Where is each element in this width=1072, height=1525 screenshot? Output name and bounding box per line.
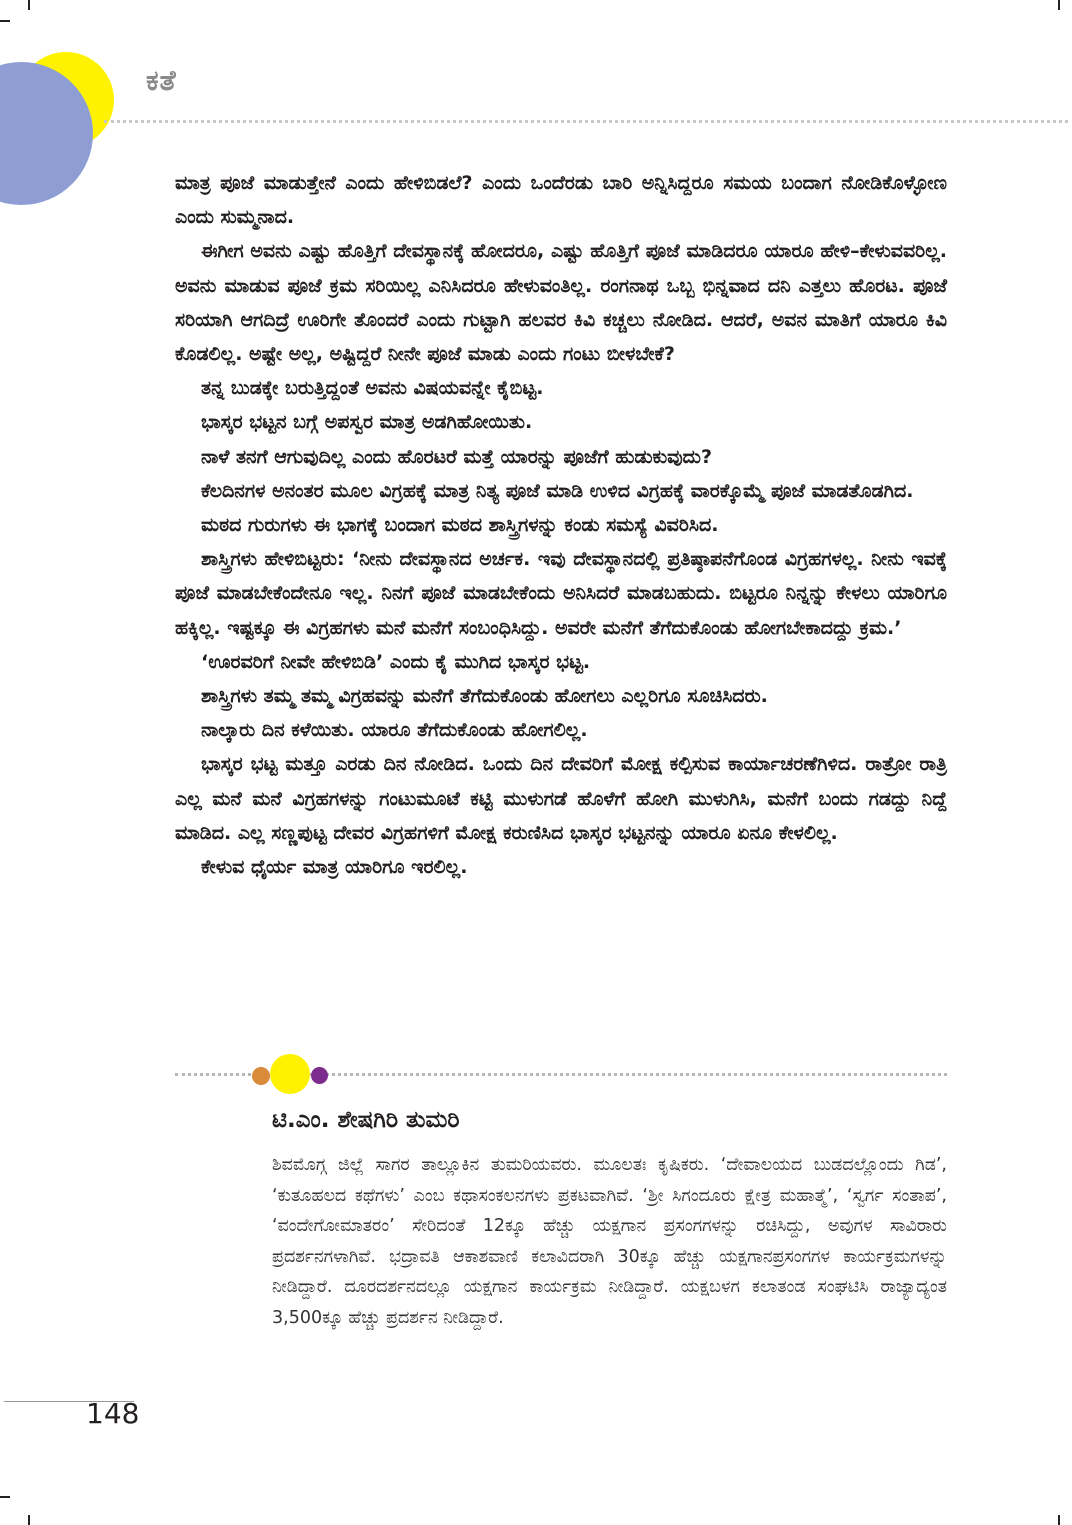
story-paragraph: ಕೆಲದಿನಗಳ ಅನಂತರ ಮೂಲ ವಿಗ್ರಹಕ್ಕೆ ಮಾತ್ರ ನಿತ್ಯ ಪೂಜೆ ಮಾಡಿ ಉಳಿದ ವಿಗ್ರಹಕ್ಕೆ ವಾರಕ್ಕೊಮ್ಮೆ ಪೂಜೆ ಮಾಡತೊಡಗಿದ. <box>201 479 914 502</box>
separator-purple-dot <box>311 1067 328 1084</box>
crop-mark <box>0 1496 10 1498</box>
story-paragraph: ತನ್ನ ಬುಡಕ್ಕೇ ಬರುತ್ತಿದ್ದಂತೆ ಅವನು ವಿಷಯವನ್ನೇ ಕೈಬಿಟ್ಟ. <box>201 377 544 400</box>
author-bio: ಶಿವಮೊಗ್ಗ ಜಿಲ್ಲೆ ಸಾಗರ ತಾಲ್ಲೂಕಿನ ತುಮರಿಯವರು. ಮೂಲತಃ ಕೃಷಿಕರು. ‘ದೇವಾಲಯದ ಬುಡದಲ್ಲೊಂದು ಗಿಡ’, ‘ಕುತೂಹಲದ ಕಥೆಗಳು’ ಎಂಬ ಕಥಾಸಂಕಲನಗಳು ಪ್ರಕಟವಾಗಿವೆ. ‘ಶ್ರೀ ಸಿಗಂದೂರು ಕ್ಷೇತ್ರ ಮಹಾತ್ಮೆ’, ‘ಸ್ವರ್ಗ ಸಂತಾಪ’, ‘ವಂದೇಗೋಮಾತರಂ’ ಸೇರಿದಂತೆ 12ಕ್ಕೂ ಹೆಚ್ಚು ಯಕ್ಷಗಾನ ಪ್ರಸಂಗಗಳನ್ನು ರಚಿಸಿದ್ದು, ಅವುಗಳ ಸಾವಿರಾರು ಪ್ರದರ್ಶನಗಳಾಗಿವೆ. ಭದ್ರಾವತಿ ಆಕಾಶವಾಣಿ ಕಲಾವಿದರಾಗಿ 30ಕ್ಕೂ ಹೆಚ್ಚು ಯಕ್ಷಗಾನಪ್ರಸಂಗಗಳ ಕಾರ್ಯಕ್ರಮಗಳನ್ನು ನೀಡಿದ್ದಾರೆ. ದೂರದರ್ಶನದಲ್ಲೂ ಯಕ್ಷಗಾನ ಕಾರ್ಯಕ್ರಮ ನೀಡಿದ್ದಾರೆ. ಯಕ್ಷಬಳಗ ಕಲಾತಂಡ ಸಂಘಟಿಸಿ ರಾಜ್ಯಾದ್ಯಂತ 3,500ಕ್ಕೂ ಹೆಚ್ಚು ಪ್ರದರ್ಶನ ನೀಡಿದ್ದಾರೆ. <box>272 1155 947 1328</box>
story-paragraph: ನಾಲ್ಕಾರು ದಿನ ಕಳೆಯಿತು. ಯಾರೂ ತೆಗೆದುಕೊಂಡು ಹೋಗಲಿಲ್ಲ. <box>201 719 588 742</box>
page-number: 148 <box>86 1397 140 1430</box>
separator-orange-dot <box>252 1067 270 1085</box>
author-name: ಟಿ.ಎಂ. ಶೇಷಗಿರಿ ತುಮರಿ <box>272 1107 460 1133</box>
crop-mark <box>28 1515 30 1525</box>
story-paragraph: ನಾಳೆ ತನಗೆ ಆಗುವುದಿಲ್ಲ ಎಂದು ಹೊರಟರೆ ಮತ್ತೆ ಯಾರನ್ನು ಪೂಜೆಗೆ ಹುಡುಕುವುದು? <box>201 445 712 468</box>
story-paragraph: ‘ಊರವರಿಗೆ ನೀವೇ ಹೇಳಿಬಿಡಿ’ ಎಂದು ಕೈ ಮುಗಿದ ಭಾಸ್ಕರ ಭಟ್ಟ. <box>201 650 591 673</box>
header-dotted-rule <box>104 120 1068 123</box>
crop-mark <box>1058 0 1060 10</box>
story-body <box>175 166 947 884</box>
crop-mark <box>28 0 30 10</box>
story-paragraph: ಭಾಸ್ಕರ ಭಟ್ಟ ಮತ್ತೂ ಎರಡು ದಿನ ನೋಡಿದ. ಒಂದು ದಿನ ದೇವರಿಗೆ ಮೋಕ್ಷ ಕಲ್ಪಿಸುವ ಕಾರ್ಯಾಚರಣೆಗಿಳಿದ. ರಾತ್ರೋ ರಾತ್ರಿ ಎಲ್ಲ ಮನೆ ಮನೆ ವಿಗ್ರಹಗಳನ್ನು ಗಂಟುಮೂಟೆ ಕಟ್ಟಿ ಮುಳುಗಡೆ ಹೊಳೆಗೆ ಹೋಗಿ ಮುಳುಗಿಸಿ, ಮನೆಗೆ ಬಂದು ಗಡದ್ದು ನಿದ್ದೆ ಮಾಡಿದ. ಎಲ್ಲ ಸಣ್ಣಪುಟ್ಟ ದೇವರ ವಿಗ್ರಹಗಳಿಗೆ ಮೋಕ್ಷ ಕರುಣಿಸಿದ ಭಾಸ್ಕರ ಭಟ್ಟನನ್ನು ಯಾರೂ ಏನೂ ಕೇಳಲಿಲ್ಲ. <box>175 753 947 844</box>
story-paragraph: ಶಾಸ್ತ್ರಿಗಳು ಹೇಳಿಬಿಟ್ಟರು: ‘ನೀನು ದೇವಸ್ಥಾನದ ಅರ್ಚಕ. ಇವು ದೇವಸ್ಥಾನದಲ್ಲಿ ಪ್ರತಿಷ್ಠಾಪನೆಗೊಂಡ ವಿಗ್ರಹಗಳಲ್ಲ. ನೀನು ಇವಕ್ಕೆ ಪೂಜೆ ಮಾಡಬೇಕೆಂದೇನೂ ಇಲ್ಲ. ನಿನಗೆ ಪೂಜೆ ಮಾಡಬೇಕೆಂದು ಅನಿಸಿದರೆ ಮಾಡಬಹುದು. ಬಿಟ್ಟರೂ ನಿನ್ನನ್ನು ಕೇಳಲು ಯಾರಿಗೂ ಹಕ್ಕಿಲ್ಲ. ಇಷ್ಟಕ್ಕೂ ಈ ವಿಗ್ರಹಗಳು ಮನೆ ಮನೆಗೆ ಸಂಬಂಧಿಸಿದ್ದು. ಅವರೇ ಮನೆಗೆ ತೆಗೆದುಕೊಂಡು ಹೋಗಬೇಕಾದದ್ದು ಕ್ರಮ.’ <box>175 548 947 639</box>
story-paragraph: ಮಾತ್ರ ಪೂಜೆ ಮಾಡುತ್ತೇನೆ ಎಂದು ಹೇಳಿಬಿಡಲೆ? ಎಂದು ಒಂದೆರಡು ಬಾರಿ ಅನ್ನಿಸಿದ್ದರೂ ಸಮಯ ಬಂದಾಗ ನೋಡಿಕೊಳ್ಳೋಣ ಎಂದು ಸುಮ್ಮನಾದ. <box>175 172 947 229</box>
story-paragraph: ಕೇಳುವ ಧೈರ್ಯ ಮಾತ್ರ ಯಾರಿಗೂ ಇರಲಿಲ್ಲ. <box>201 856 468 879</box>
story-paragraph: ಮಠದ ಗುರುಗಳು ಈ ಭಾಗಕ್ಕೆ ಬಂದಾಗ ಮಠದ ಶಾಸ್ತ್ರಿಗಳನ್ನು ಕಂಡು ಸಮಸ್ಯೆ ವಿವರಿಸಿದ. <box>201 514 719 537</box>
section-title: ಕತೆ <box>146 64 177 97</box>
crop-mark <box>1058 1515 1060 1525</box>
story-paragraph: ಭಾಸ್ಕರ ಭಟ್ಟನ ಬಗ್ಗೆ ಅಪಸ್ವರ ಮಾತ್ರ ಅಡಗಿಹೋಯಿತು. <box>201 411 533 434</box>
separator-yellow-dot <box>270 1054 310 1094</box>
crop-mark <box>0 20 10 22</box>
story-paragraph: ಈಗೀಗ ಅವನು ಎಷ್ಟು ಹೊತ್ತಿಗೆ ದೇವಸ್ಥಾನಕ್ಕೆ ಹೋದರೂ, ಎಷ್ಟು ಹೊತ್ತಿಗೆ ಪೂಜೆ ಮಾಡಿದರೂ ಯಾರೂ ಹೇಳಿ–ಕೇಳುವವರಿಲ್ಲ. ಅವನು ಮಾಡುವ ಪೂಜೆ ಕ್ರಮ ಸರಿಯಿಲ್ಲ ಎನಿಸಿದರೂ ಹೇಳುವಂತಿಲ್ಲ. ರಂಗನಾಥ ಒಬ್ಬ ಭಿನ್ನವಾದ ದನಿ ಎತ್ತಲು ಹೊರಟ. ಪೂಜೆ ಸರಿಯಾಗಿ ಆಗದಿದ್ರೆ ಊರಿಗೇ ತೊಂದರೆ ಎಂದು ಗುಟ್ಟಾಗಿ ಹಲವರ ಕಿವಿ ಕಚ್ಚಲು ನೋಡಿದ. ಆದರೆ, ಅವನ ಮಾತಿಗೆ ಯಾರೂ ಕಿವಿ ಕೊಡಲಿಲ್ಲ. ಅಷ್ಟೇ ಅಲ್ಲ, ಅಷ್ಟಿದ್ದರೆ ನೀನೇ ಪೂಜೆ ಮಾಡು ಎಂದು ಗಂಟು ಬೀಳಬೇಕೆ? <box>175 240 947 366</box>
story-paragraph: ಶಾಸ್ತ್ರಿಗಳು ತಮ್ಮ ತಮ್ಮ ವಿಗ್ರಹವನ್ನು ಮನೆಗೆ ತೆಗೆದುಕೊಂಡು ಹೋಗಲು ಎಲ್ಲರಿಗೂ ಸೂಚಿಸಿದರು. <box>201 685 768 708</box>
